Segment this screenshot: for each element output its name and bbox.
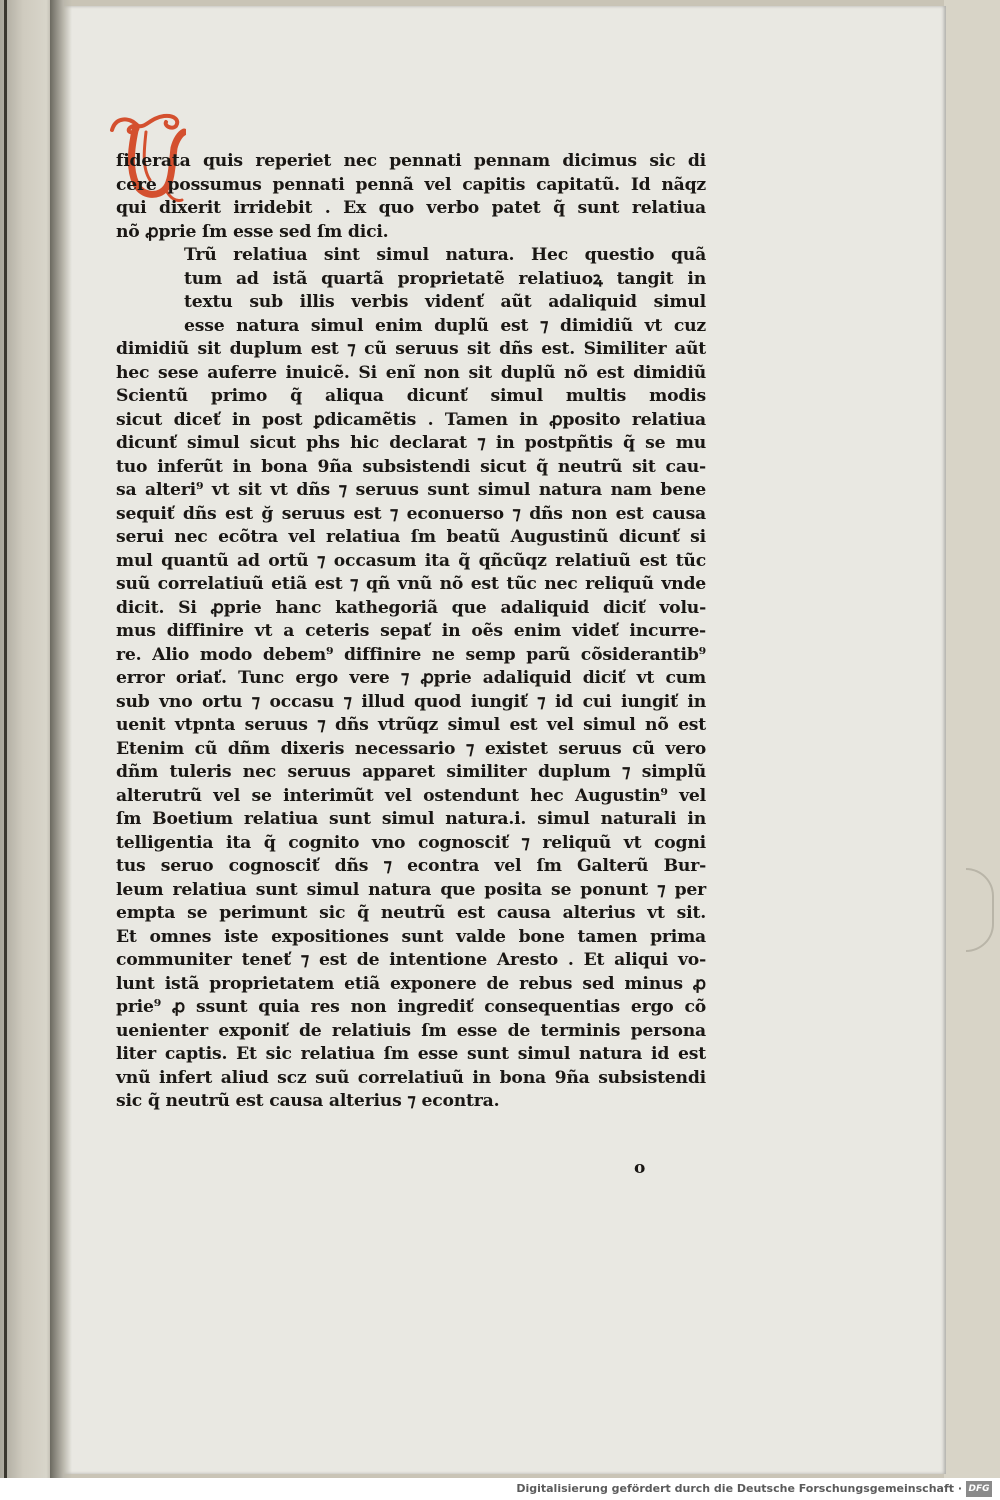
text-line: qui dixerit irridebit . Ex quo verbo patet q̃ sunt relatiua [116, 198, 706, 218]
text-line: suũ correlatiuũ etiã est ⁊ qñ vnũ nõ est tũc nec reliquũ vnde [116, 574, 706, 594]
digitization-footer [0, 1478, 1000, 1500]
background-right [944, 0, 1000, 1478]
text-line: textu sub illis verbis videnť aũt adaliquid simul [184, 292, 706, 312]
text-line: esse natura simul enim duplũ est ⁊ dimidiũ vt cuz [184, 315, 706, 336]
text-line: serui nec ecõtra vel relatiua ſm beatũ Augustinũ dicunť si [116, 527, 706, 547]
text-line: nõ ꝓprie ſm esse sed ſm dici. [116, 221, 389, 242]
text-line: leum relatiua sunt simul natura que posita se ponunt ⁊ per [116, 879, 706, 900]
text-line: sa alteri⁹ vt sit vt dñs ⁊ seruus sunt simul natura nam bene [116, 480, 706, 500]
text-line: mus diffinire vt a ceteris sepať in oẽs enim videť incurre- [116, 621, 706, 641]
text-line: Et omnes iste expositiones sunt valde bone tamen prima [116, 926, 706, 947]
text-line: tus seruo cognosciť dñs ⁊ econtra vel ſm Galterũ Bur- [116, 856, 706, 876]
text-line: uenienter exponiť de relatiuis ſm esse de terminis persona [116, 1020, 706, 1041]
text-line: dimidiũ sit duplum est ⁊ cũ seruus sit dñs est. Similiter aũt [116, 339, 706, 359]
text-line: tuo inferũt in bona 9ña subsistendi sicut q̃ neutrũ sit cau- [116, 456, 706, 477]
text-line: sicut diceť in post ꝑdicamẽtis . Tamen in ꝓposito relatiua [116, 409, 706, 430]
text-line: hec sese auferre inuicẽ. Si enĩ non sit duplũ nõ est dimidiũ [116, 362, 706, 383]
text-line: ſm Boetium relatiua sunt simul natura.i. simul naturali in [116, 809, 706, 829]
text-line: Trũ relatiua sint simul natura. Hec questio quã [184, 245, 706, 265]
text-line: re. Alio modo debem⁹ diffinire ne semp parũ cõsiderantib⁹ [116, 644, 706, 665]
text-line: tum ad istã quartã proprietatẽ relatiuoꝝ tangit in [184, 268, 706, 289]
text-line: uenit vtpnta seruus ⁊ dñs vtrũqz simul est vel simul nõ est [116, 715, 706, 735]
text-line: Etenim cũ dñm dixeris necessario ⁊ existet seruus cũ vero [116, 738, 706, 759]
page-text [116, 150, 706, 1114]
text-line: telligentia ita q̃ cognito vno cognosciť ⁊ reliquũ vt cogni [116, 832, 706, 853]
text-line: sequiť dñs est ğ seruus est ⁊ econuerso ⁊ dñs non est causa [116, 503, 706, 524]
text-line: prie⁹ ꝓ ssunt quia res non ingrediť consequentias ergo cõ [116, 997, 706, 1017]
text-line: dicit. Si ꝓprie hanc kathegoriã que adaliquid diciť volu- [116, 597, 706, 618]
text-line: cere possumus pennati pennã vel capitis capitatũ. Id nãqz [116, 174, 706, 195]
text-line: vnũ infert aliud scz suũ correlatiuũ in bona 9ña subsistendi [116, 1067, 706, 1088]
text-line: empta se perimunt sic q̃ neutrũ est causa alterius vt sit. [116, 903, 706, 923]
funding-credit: Digitalisierung gefördert durch die Deutsche Forschungsgemeinschaft · [516, 1482, 962, 1495]
text-line: alterutrũ vel se interimũt vel ostendunt hec Augustin⁹ vel [116, 785, 706, 806]
text-line: sub vno ortu ⁊ occasu ⁊ illud quod iungiť ⁊ id cui iungiť in [116, 691, 706, 712]
text-line: dñm tuleris nec seruus apparet similiter duplum ⁊ simplũ [116, 762, 706, 782]
text-line: mul quantũ ad ortũ ⁊ occasum ita q̃ qñcũqz relatiuũ est tũc [116, 550, 706, 571]
text-line: Scientũ primo q̃ aliqua dicunť simul multis modis [116, 386, 706, 406]
text-line: fiderata quis reperiet nec pennati pennam dicimus sic di [116, 151, 706, 171]
text-line: communiter teneť ⁊ est de intentione Aresto . Et aliqui vo- [116, 950, 706, 970]
text-line: error oriať. Tunc ergo vere ⁊ ꝓprie adaliquid diciť vt cum [116, 668, 706, 688]
text-line: dicunť simul sicut phs hic declarat ⁊ in postpñtis q̃ se mu [116, 433, 706, 453]
dfg-logo: DFG [966, 1481, 992, 1497]
book-edge-line [4, 0, 7, 1478]
text-line: sic q̃ neutrũ est causa alterius ⁊ econtra. [116, 1091, 500, 1111]
gutter-shadow [50, 0, 72, 1478]
signature-mark: o [634, 1158, 646, 1178]
text-line: liter captis. Et sic relatiua ſm esse sunt simul natura id est [116, 1044, 706, 1064]
text-line: lunt istã proprietatem etiã exponere de rebus sed minus ꝓ [116, 973, 706, 994]
